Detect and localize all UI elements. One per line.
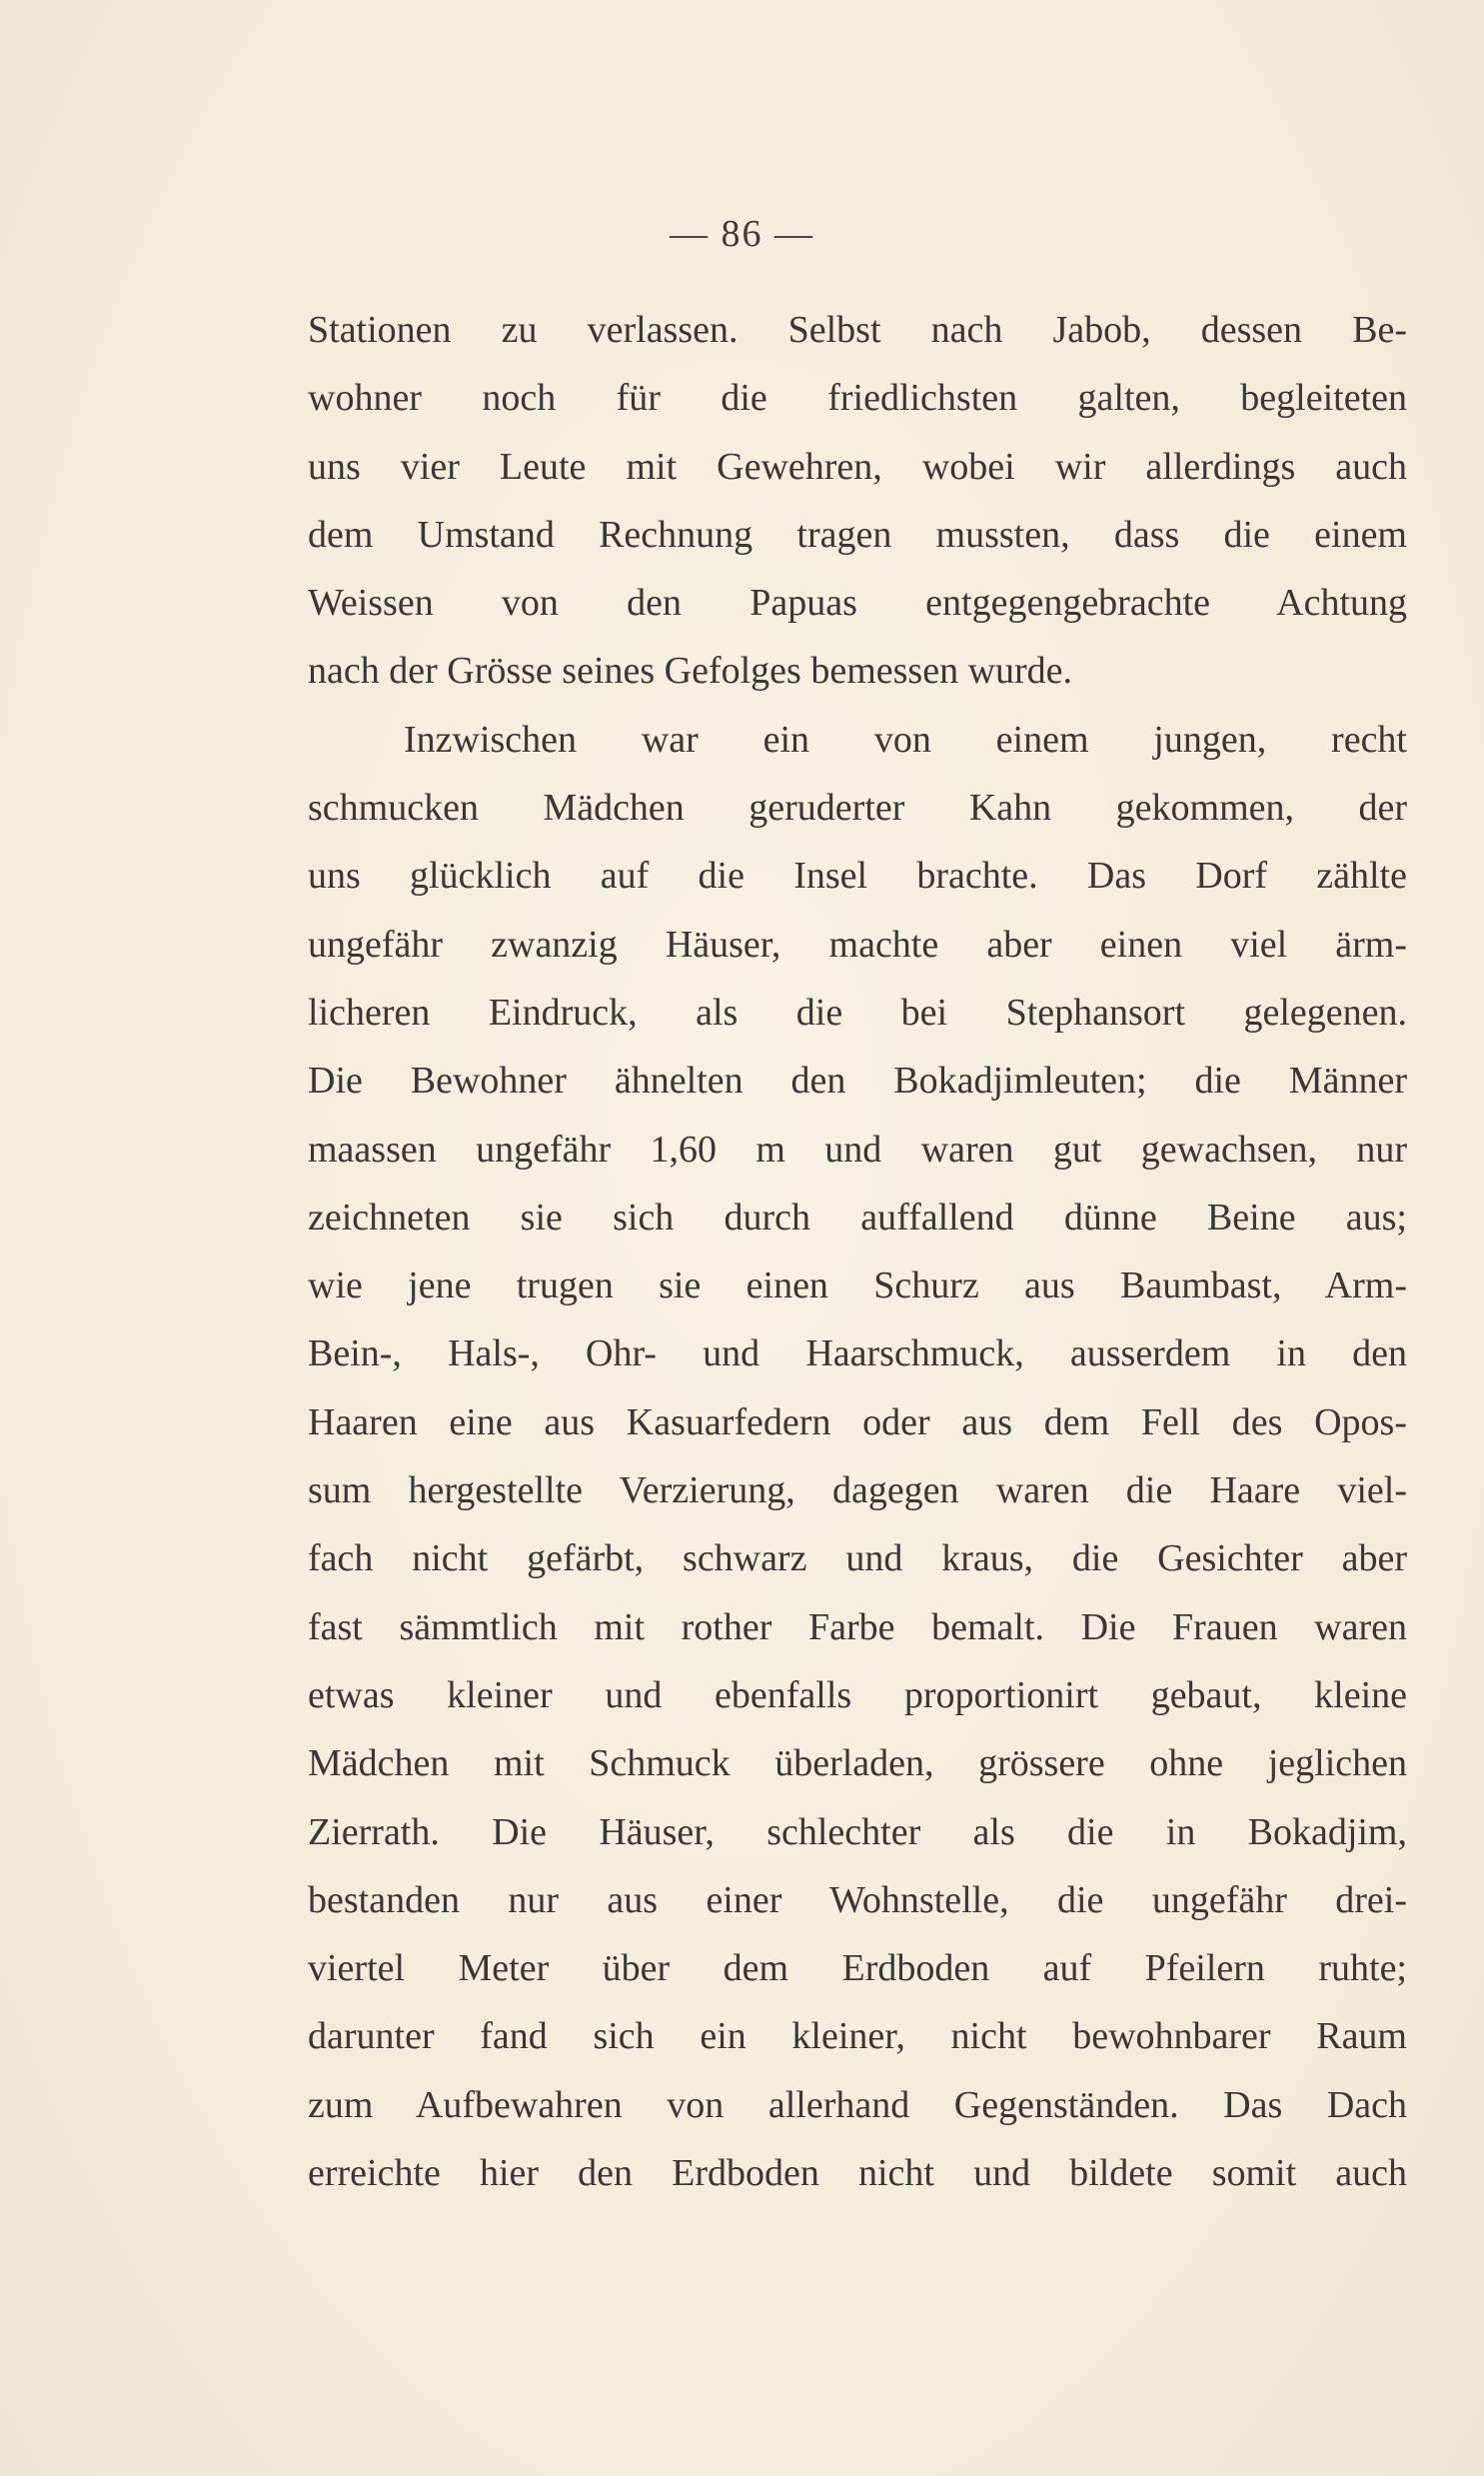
text-line: Weissen von den Papuas entgegengebrachte Achtung [308,582,1407,625]
text-line: Mädchen mit Schmuck überladen, grössere ohne jeglichen [308,1742,1407,1785]
text-line: fach nicht gefärbt, schwarz und kraus, die Gesichter aber [308,1537,1407,1580]
text-line: Zierrath. Die Häuser, schlechter als die in Bokadjim, [308,1810,1407,1853]
page-number: — 86 — [670,213,814,255]
text-line: zeichneten sie sich durch auffallend dünne Beine aus; [308,1196,1407,1238]
text-line: ungefähr zwanzig Häuser, machte aber einen viel ärm- [308,923,1407,966]
text-line: maassen ungefähr 1,60 m und waren gut gewachsen, nur [308,1128,1407,1171]
text-line: Haaren eine aus Kasuarfedern oder aus dem Fell des Opos- [308,1400,1407,1443]
text-line: bestanden nur aus einer Wohnstelle, die ungefähr drei- [308,1878,1407,1921]
text-line: darunter fand sich ein kleiner, nicht bewohnbarer Raum [308,2015,1407,2058]
text-line: wohner noch für die friedlichsten galten, begleiteten [308,377,1407,420]
text-line: sum hergestellte Verzierung, dagegen waren die Haare viel- [308,1469,1407,1512]
text-line: dem Umstand Rechnung tragen mussten, dass die einem [308,513,1407,556]
text-line: wie jene trugen sie einen Schurz aus Baumbast, Arm- [308,1264,1407,1307]
text-line: fast sämmtlich mit rother Farbe bemalt. Die Frauen waren [308,1605,1407,1648]
text-line: erreichte hier den Erdboden nicht und bildete somit auch [308,2152,1407,2195]
text-line: viertel Meter über dem Erdboden auf Pfeilern ruhte; [308,1947,1407,1990]
paragraph-start-line: Inzwischen war ein von einem jungen, recht [404,718,1407,761]
text-line: etwas kleiner und ebenfalls proportionirt gebaut, kleine [308,1673,1407,1716]
text-line: licheren Eindruck, als die bei Stephansort gelegenen. [308,991,1407,1034]
text-line: zum Aufbewahren von allerhand Gegenständen. Das Dach [308,2083,1407,2126]
text-line: Bein-, Hals-, Ohr- und Haarschmuck, ausserdem in den [308,1332,1407,1375]
text-line: Stationen zu verlassen. Selbst nach Jabob, dessen Be- [308,309,1407,351]
text-line: uns vier Leute mit Gewehren, wobei wir allerdings auch [308,445,1407,488]
text-line: nach der Grösse seines Gefolges bemessen wurde. [308,650,1073,693]
text-line: uns glücklich auf die Insel brachte. Das Dorf zählte [308,855,1407,898]
body-text [308,296,1407,2207]
text-line: Die Bewohner ähnelten den Bokadjimleuten; die Männer [308,1060,1407,1103]
text-line: schmucken Mädchen geruderter Kahn gekommen, der [308,787,1407,830]
